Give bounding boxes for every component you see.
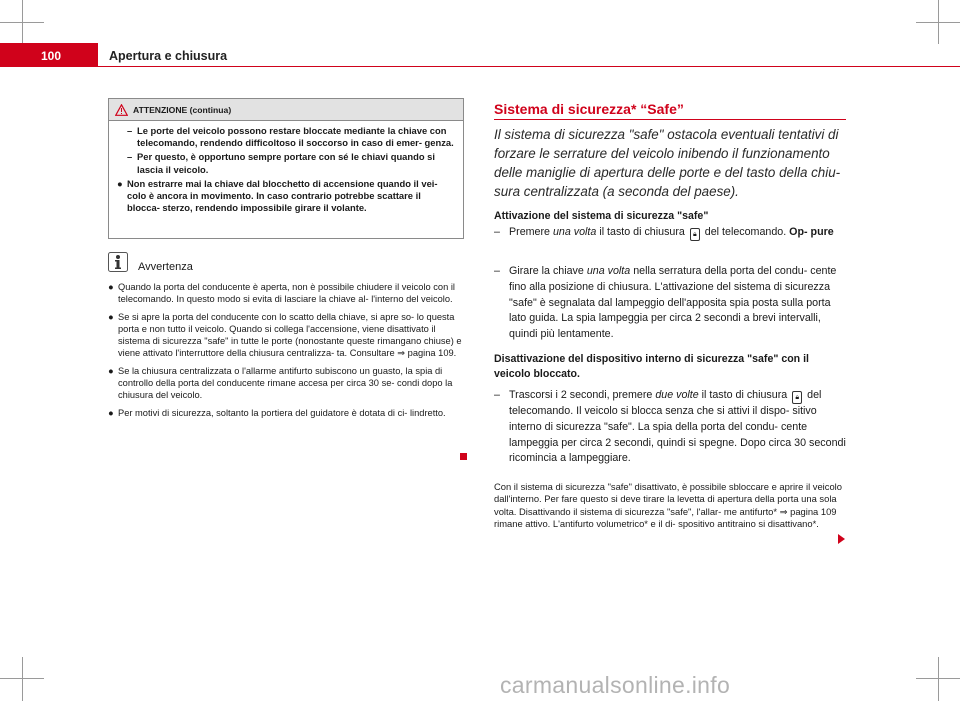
note-item: [108, 281, 464, 306]
step-bold: Op- pure: [789, 226, 834, 238]
step-text: Trascorsi i 2 secondi, premere: [509, 389, 656, 401]
dash-marker: –: [127, 151, 133, 163]
step-text: del telecomando.: [701, 226, 790, 238]
warning-dash-item: [117, 151, 455, 175]
deactivation-heading: Disattivazione del dispositivo interno di sicurezza "safe" con il veicolo bloccato.: [494, 353, 809, 380]
dash-marker: –: [494, 265, 500, 277]
step-emphasis: due volte: [655, 389, 699, 401]
header-rule: [98, 66, 960, 67]
bullet-marker: ●: [108, 407, 114, 418]
step-text: Premere: [509, 226, 553, 238]
page-title: Apertura e chiusura: [109, 49, 228, 63]
section-footer: Con il sistema di sicurezza "safe" disattivato, è possibile sbloccare e aprire il veicolo dall'interno. Per fare questo si deve tirare la levetta di apertura della porta una sola volta. Disattivando il sistema di sicurezza "safe", l'allar- me antifurto* ⇒ pagina 109 rimane attivo. L'antifurto volumetrico* e il di- spositivo antitraino si disattivano*.: [494, 481, 842, 530]
warning-box: [108, 98, 464, 239]
lock-key-icon: 🔒︎: [792, 391, 802, 404]
warning-bullet-text: Non estrarre mai la chiave dal blocchetto di accensione quando il vei- colo è ancora in movimento. In caso contrario potrebbe scattare il blocca- sterzo, rendendo impossibile girare il volante.: [127, 177, 438, 214]
warning-body: [109, 121, 463, 214]
warning-bullet-item: [117, 178, 455, 215]
warning-dash-item: [117, 125, 455, 149]
warning-triangle-icon: [115, 104, 128, 116]
crop-mark: [938, 0, 939, 44]
bullet-marker: ●: [117, 177, 123, 189]
step-text: Girare la chiave: [509, 265, 587, 277]
section-intro: Il sistema di sicurezza "safe" ostacola eventuali tentativi di forzare le serrature del veicolo inibendo il funzionamento delle maniglie di apertura delle porte e del tasto della chiu- sura centralizzata (a seconda del paese).: [494, 127, 841, 199]
lock-key-icon: 🔒︎: [690, 228, 700, 241]
dash-marker: –: [494, 226, 500, 238]
step-emphasis: una volta: [552, 226, 597, 238]
activation-step: [494, 264, 846, 343]
note-item: [108, 311, 464, 360]
crop-mark: [22, 657, 23, 701]
step-text: del telecomando. Il veicolo si blocca senza che si attivi il dispo- sitivo interno di sicurezza "safe". La spia della porta del condu- cente lampeggia per circa 2 secondi, quindi si spegne. Dopo circa 30 secondi ricomincia a lampeggiare.: [509, 389, 846, 465]
step-emphasis: una volta: [586, 265, 631, 277]
note-body: [108, 281, 464, 424]
step-text: il tasto di chiusura: [698, 389, 791, 401]
crop-mark: [22, 0, 23, 44]
note-item-text: Per motivi di sicurezza, soltanto la portiera del guidatore è dotata di ci- lindretto.: [118, 407, 446, 418]
warning-dash-text: Per questo, è opportuno sempre portare con sé le chiavi quando si lascia il veicolo.: [137, 151, 435, 175]
warning-heading: ATTENZIONE (continua): [133, 104, 232, 115]
note-item-text: Quando la porta del conducente è aperta, non è possibile chiudere il veicolo con il telecomando. In questo modo si evita di lasciare la chiave al- l'interno del veicolo.: [118, 282, 455, 305]
dash-marker: –: [127, 125, 133, 136]
page-number: 100: [41, 49, 62, 63]
activation-step: [494, 225, 846, 241]
continue-arrow-icon: [838, 534, 845, 544]
activation-heading: Attivazione del sistema di sicurezza "safe": [494, 210, 709, 222]
bullet-marker: ●: [108, 365, 114, 376]
crop-mark: [938, 657, 939, 701]
note-item-text: Se la chiusura centralizzata o l'allarme antifurto subiscono un guasto, la spia di controllo della porta del conducente rimane accesa per circa 30 se- condi dopo la chiusura del veicolo.: [118, 365, 453, 401]
bullet-marker: ●: [108, 282, 114, 292]
note-item: [108, 365, 464, 402]
bullet-marker: ●: [108, 311, 114, 322]
section-title: Sistema di sicurezza* “Safe”: [494, 101, 684, 117]
step-text: il tasto di chiusura: [596, 226, 688, 238]
section-rule: [494, 119, 846, 120]
deactivation-step: [494, 388, 846, 467]
warning-dash-text: Le porte del veicolo possono restare bloccate mediante la chiave con telecomando, rendendo difficoltoso il soccorso in caso di emer- genza.: [137, 125, 454, 149]
note-item-text: Se si apre la porta del conducente con lo scatto della chiave, si apre so- lo questa porta e non tutto il veicolo. Quando si collega l'accensione, viene disattivato il sistema di sicurezza "safe" in tutte le porte (nonostante queste rimangano chiuse) e viene attivato l'interruttore della chiusura centralizza- ta. Consultare ⇒ pagina 109.: [118, 311, 462, 359]
step-text: nella serratura della porta del condu- cente fino alla posizione di chiusura. L'attivazione del sistema di sicurezza "safe" è segnalata dal lampeggio dell'apposita spia posta sulla porta lato guida. La spia lampeggia per circa 2 secondi a brevi intervalli, quindi più lentamente.: [509, 265, 837, 341]
info-note-icon: [108, 252, 128, 273]
dash-marker: –: [494, 389, 500, 401]
watermark: carmanualsonline.info: [500, 672, 731, 698]
section-end-mark: [460, 453, 467, 460]
note-item: [108, 407, 464, 419]
warning-header: [109, 99, 463, 121]
note-title: Avvertenza: [138, 261, 193, 273]
